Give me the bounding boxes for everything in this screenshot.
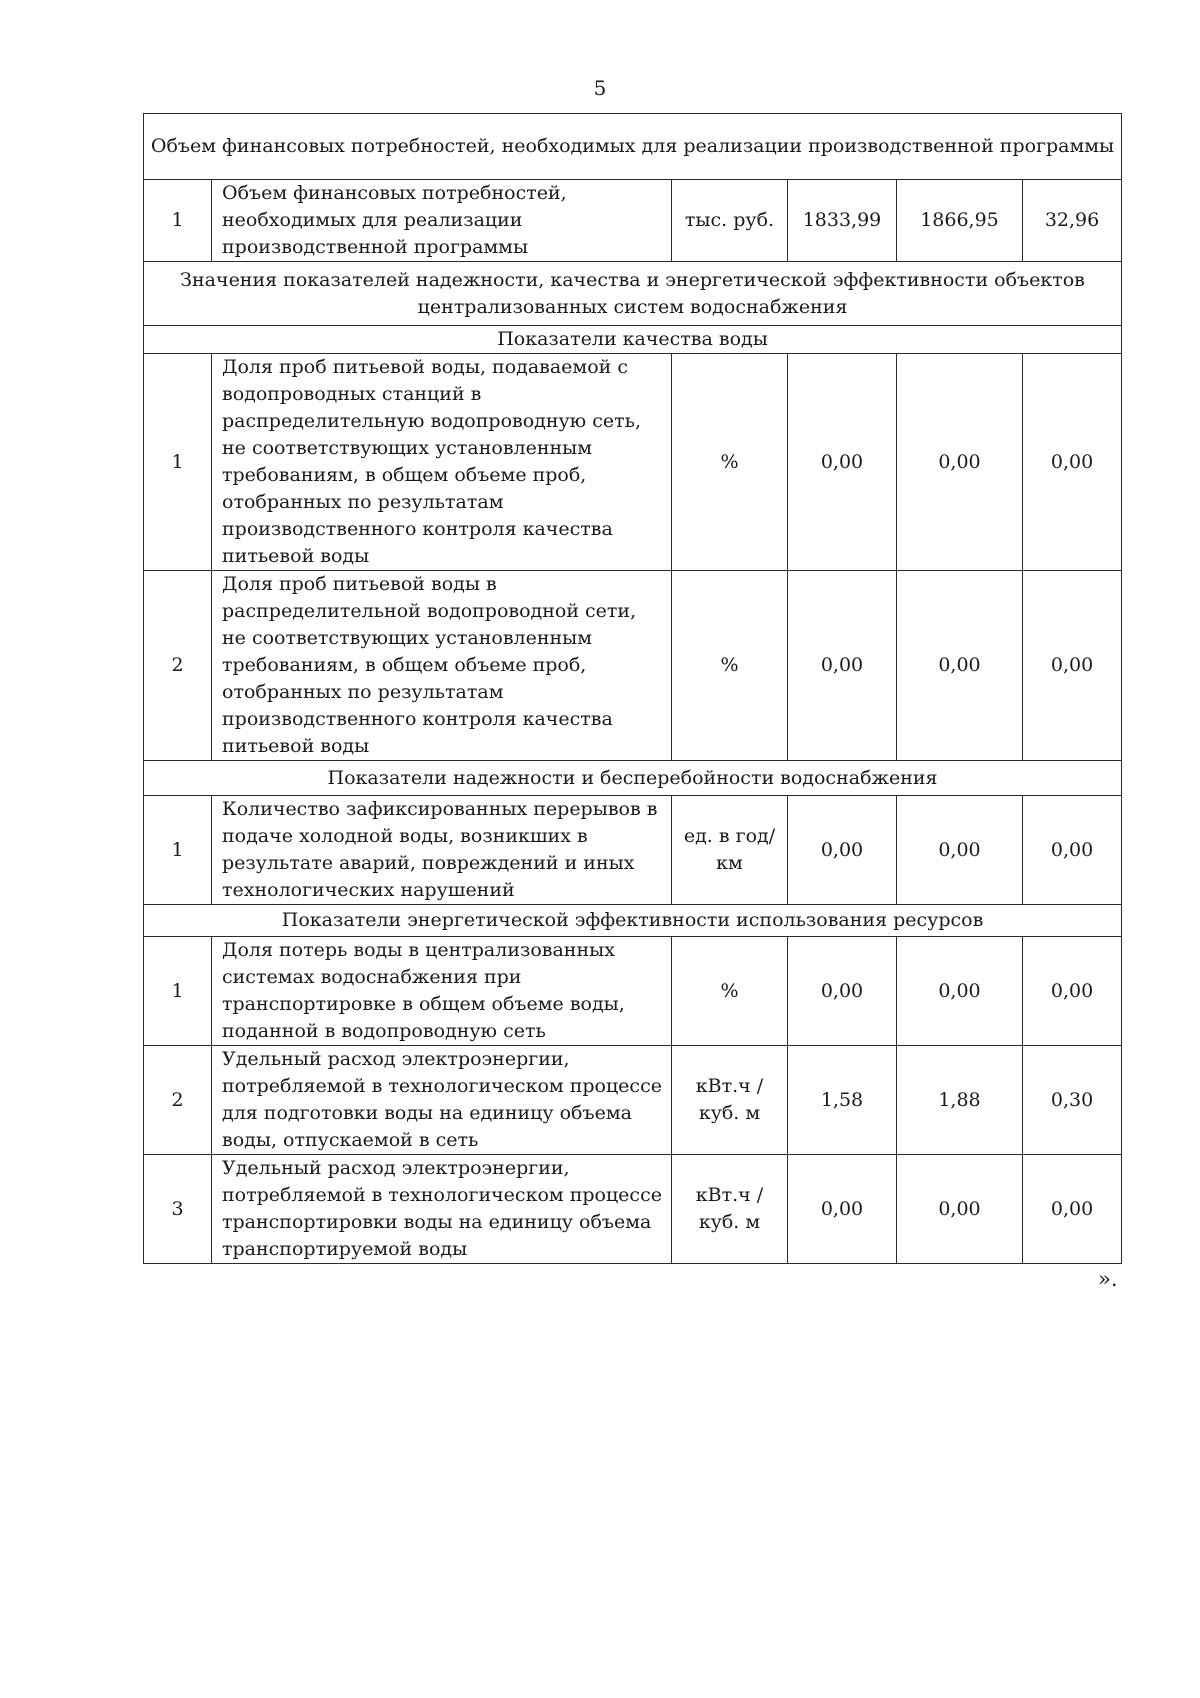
section-title-indicators: Значения показателей надежности, качества и энергетической эффективности объектов централизованных систем водоснабжения [144, 262, 1122, 326]
value-cell-2: 1866,95 [897, 180, 1023, 262]
value-cell-1: 0,00 [788, 354, 897, 571]
table-row [144, 937, 1122, 1046]
table-row [144, 354, 1122, 571]
table-row [144, 1046, 1122, 1155]
section-title-water-quality: Показатели качества воды [144, 326, 1122, 354]
indicators-table [143, 113, 1122, 1264]
indicator-name: Доля потерь воды в централизованных системах водоснабжения при транспортировке в общем объеме воды, поданной в водопроводную сеть [212, 937, 672, 1046]
table-row [144, 571, 1122, 761]
indicator-name: Количество зафиксированных перерывов в подаче холодной воды, возникших в результате аварий, повреждений и иных технологических нарушений [212, 796, 672, 905]
value-cell-1: 1833,99 [788, 180, 897, 262]
table-row [144, 180, 1122, 262]
row-number: 3 [144, 1155, 212, 1264]
section-header-row [144, 761, 1122, 796]
indicator-name: Объем финансовых потребностей, необходимых для реализации производственной программы [212, 180, 672, 262]
section-title-energy-efficiency: Показатели энергетической эффективности использования ресурсов [144, 905, 1122, 937]
value-cell-1: 0,00 [788, 1155, 897, 1264]
row-number: 2 [144, 571, 212, 761]
value-cell-3: 0,00 [1023, 1155, 1122, 1264]
value-cell-2: 0,00 [897, 1155, 1023, 1264]
indicator-name: Доля проб питьевой воды в распределительной водопроводной сети, не соответствующих установленным требованиям, в общем объеме проб, отобранных по результатам производственного контроля качества питьевой воды [212, 571, 672, 761]
section-title-financial: Объем финансовых потребностей, необходимых для реализации производственной программы [144, 114, 1122, 180]
row-number: 1 [144, 180, 212, 262]
value-cell-1: 0,00 [788, 571, 897, 761]
unit-cell: тыс. руб. [672, 180, 788, 262]
table-row [144, 796, 1122, 905]
indicator-name: Доля проб питьевой воды, подаваемой с водопроводных станций в распределительную водопроводную сеть, не соответствующих установленным требованиям, в общем объеме проб, отобранных по результатам производственного контроля качества питьевой воды [212, 354, 672, 571]
value-cell-2: 1,88 [897, 1046, 1023, 1155]
closing-quote-mark: ». [1098, 1267, 1118, 1291]
unit-cell: кВт.ч / куб. м [672, 1155, 788, 1264]
value-cell-3: 0,00 [1023, 937, 1122, 1046]
section-title-reliability: Показатели надежности и бесперебойности водоснабжения [144, 761, 1122, 796]
value-cell-3: 0,30 [1023, 1046, 1122, 1155]
value-cell-1: 0,00 [788, 796, 897, 905]
value-cell-2: 0,00 [897, 354, 1023, 571]
value-cell-3: 32,96 [1023, 180, 1122, 262]
value-cell-3: 0,00 [1023, 354, 1122, 571]
unit-cell: % [672, 937, 788, 1046]
value-cell-3: 0,00 [1023, 796, 1122, 905]
page-number: 5 [593, 76, 607, 100]
table-row [144, 1155, 1122, 1264]
value-cell-1: 1,58 [788, 1046, 897, 1155]
row-number: 1 [144, 937, 212, 1046]
indicator-name: Удельный расход электроэнергии, потребляемой в технологическом процессе транспортировки воды на единицу объема транспортируемой воды [212, 1155, 672, 1264]
unit-cell: кВт.ч / куб. м [672, 1046, 788, 1155]
value-cell-2: 0,00 [897, 796, 1023, 905]
indicator-name: Удельный расход электроэнергии, потребляемой в технологическом процессе для подготовки воды на единицу объема воды, отпускаемой в сеть [212, 1046, 672, 1155]
value-cell-1: 0,00 [788, 937, 897, 1046]
value-cell-3: 0,00 [1023, 571, 1122, 761]
section-header-row [144, 114, 1122, 180]
row-number: 2 [144, 1046, 212, 1155]
value-cell-2: 0,00 [897, 571, 1023, 761]
value-cell-2: 0,00 [897, 937, 1023, 1046]
unit-cell: % [672, 571, 788, 761]
unit-cell: % [672, 354, 788, 571]
section-header-row [144, 905, 1122, 937]
unit-cell: ед. в год/ км [672, 796, 788, 905]
row-number: 1 [144, 796, 212, 905]
section-header-row [144, 262, 1122, 326]
row-number: 1 [144, 354, 212, 571]
section-header-row [144, 326, 1122, 354]
